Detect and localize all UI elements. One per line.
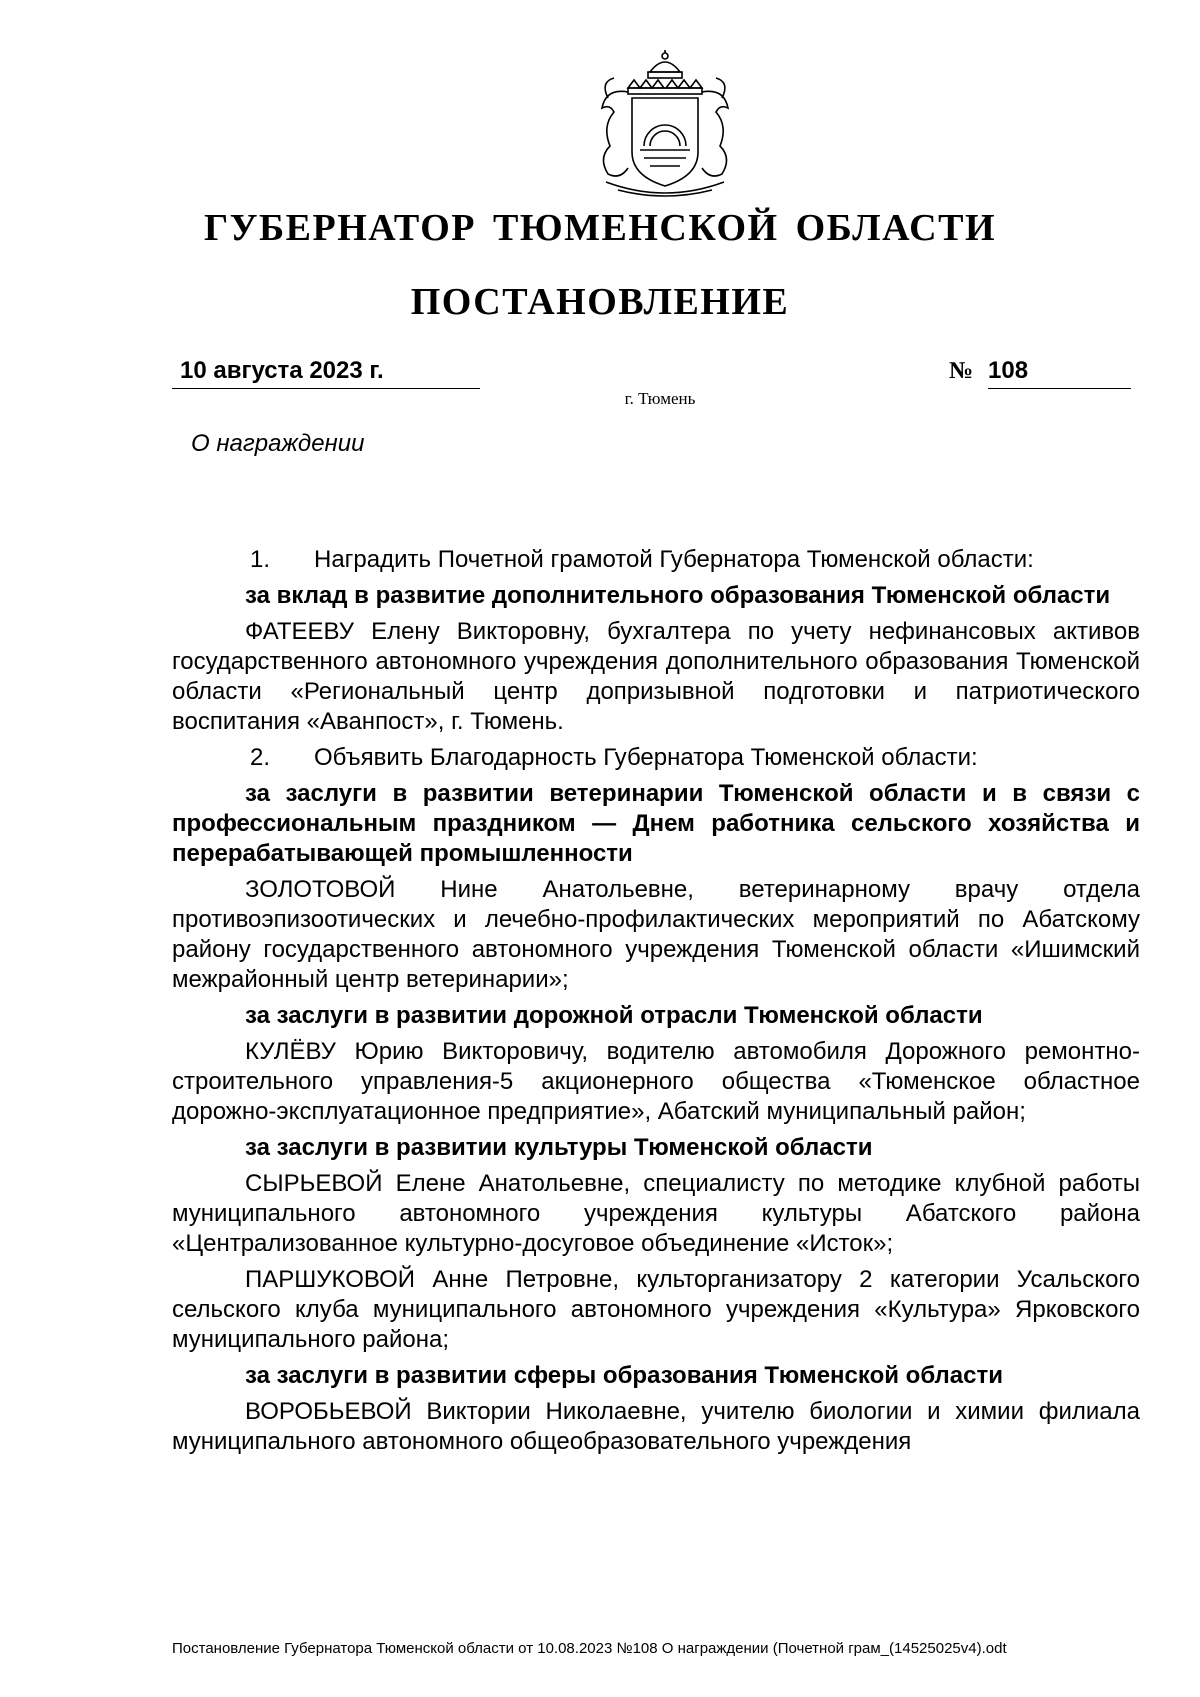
- awardee-paragraph: ПАРШУКОВОЙ Анне Петровне, культорганизатору 2 категории Усальского сельского клуба муниципального автономного учреждения «Культура» Ярковского муниципального района;: [172, 1266, 1140, 1353]
- item-text: Объявить Благодарность Губернатора Тюменской области:: [314, 744, 978, 771]
- list-item: [172, 743, 1140, 773]
- document-date: 10 августа 2023 г.: [172, 354, 480, 389]
- number-label: №: [949, 358, 974, 384]
- section-heading: за вклад в развитие дополнительного образования Тюменской области: [245, 582, 1111, 609]
- item-text: Наградить Почетной грамотой Губернатора Тюменской области:: [314, 546, 1034, 573]
- awardee-paragraph: ФАТЕЕВУ Елену Викторовну, бухгалтера по учету нефинансовых активов государственного автономного учреждения дополнительного образования Тюменской области «Региональный центр допризывной подготовки и патриотического воспитания «Аванпост», г. Тюмень.: [172, 618, 1140, 735]
- section-heading: за заслуги в развитии дорожной отрасли Тюменской области: [245, 1002, 983, 1029]
- list-item: [172, 545, 1140, 575]
- item-number: 1.: [249, 546, 270, 573]
- section-heading: за заслуги в развитии ветеринарии Тюменской области и в связи с профессиональным праздником — Днем работника сельского хозяйства и перерабатывающей промышленности: [172, 780, 1140, 867]
- coat-of-arms-emblem: [588, 50, 742, 200]
- document-type-title: ПОСТАНОВЛЕНИЕ: [410, 281, 790, 323]
- awardee-paragraph: ВОРОБЬЕВОЙ Виктории Николаевне, учителю биологии и химии филиала муниципального автономного общеобразовательного учреждения: [172, 1398, 1140, 1455]
- document-number: 108: [988, 354, 1131, 389]
- organization-title: ГУБЕРНАТОР ТЮМЕНСКОЙ ОБЛАСТИ: [203, 207, 997, 249]
- awardee-paragraph: КУЛЁВУ Юрию Викторовичу, водителю автомобиля Дорожного ремонтно-строительного управления-5 акционерного общества «Тюменское областное дорожно-эксплуатационное предприятие», Абатский муниципальный район;: [172, 1038, 1140, 1125]
- section-heading: за заслуги в развитии сферы образования Тюменской области: [245, 1362, 1003, 1389]
- awardee-paragraph: ЗОЛОТОВОЙ Нине Анатольевне, ветеринарному врачу отдела противоэпизоотических и лечебно-профилактических мероприятий по Абатскому району государственного автономного учреждения Тюменской области «Ишимский межрайонный центр ветеринарии»;: [172, 876, 1140, 993]
- section-heading: за заслуги в развитии культуры Тюменской области: [245, 1134, 873, 1161]
- item-number: 2.: [249, 744, 270, 771]
- document-subject: О награждении: [191, 430, 365, 457]
- awardee-paragraph: СЫРЬЕВОЙ Елене Анатольевне, специалисту по методике клубной работы муниципального автономного учреждения культуры Абатского района «Централизованное культурно-досуговое объединение «Исток»;: [172, 1170, 1140, 1257]
- document-city: г. Тюмень: [624, 389, 696, 408]
- page-footer: Постановление Губернатора Тюменской области от 10.08.2023 №108 О награждении (Почетной грам_(14525025v4).odt: [172, 1640, 1007, 1657]
- document-body: [172, 545, 1140, 1463]
